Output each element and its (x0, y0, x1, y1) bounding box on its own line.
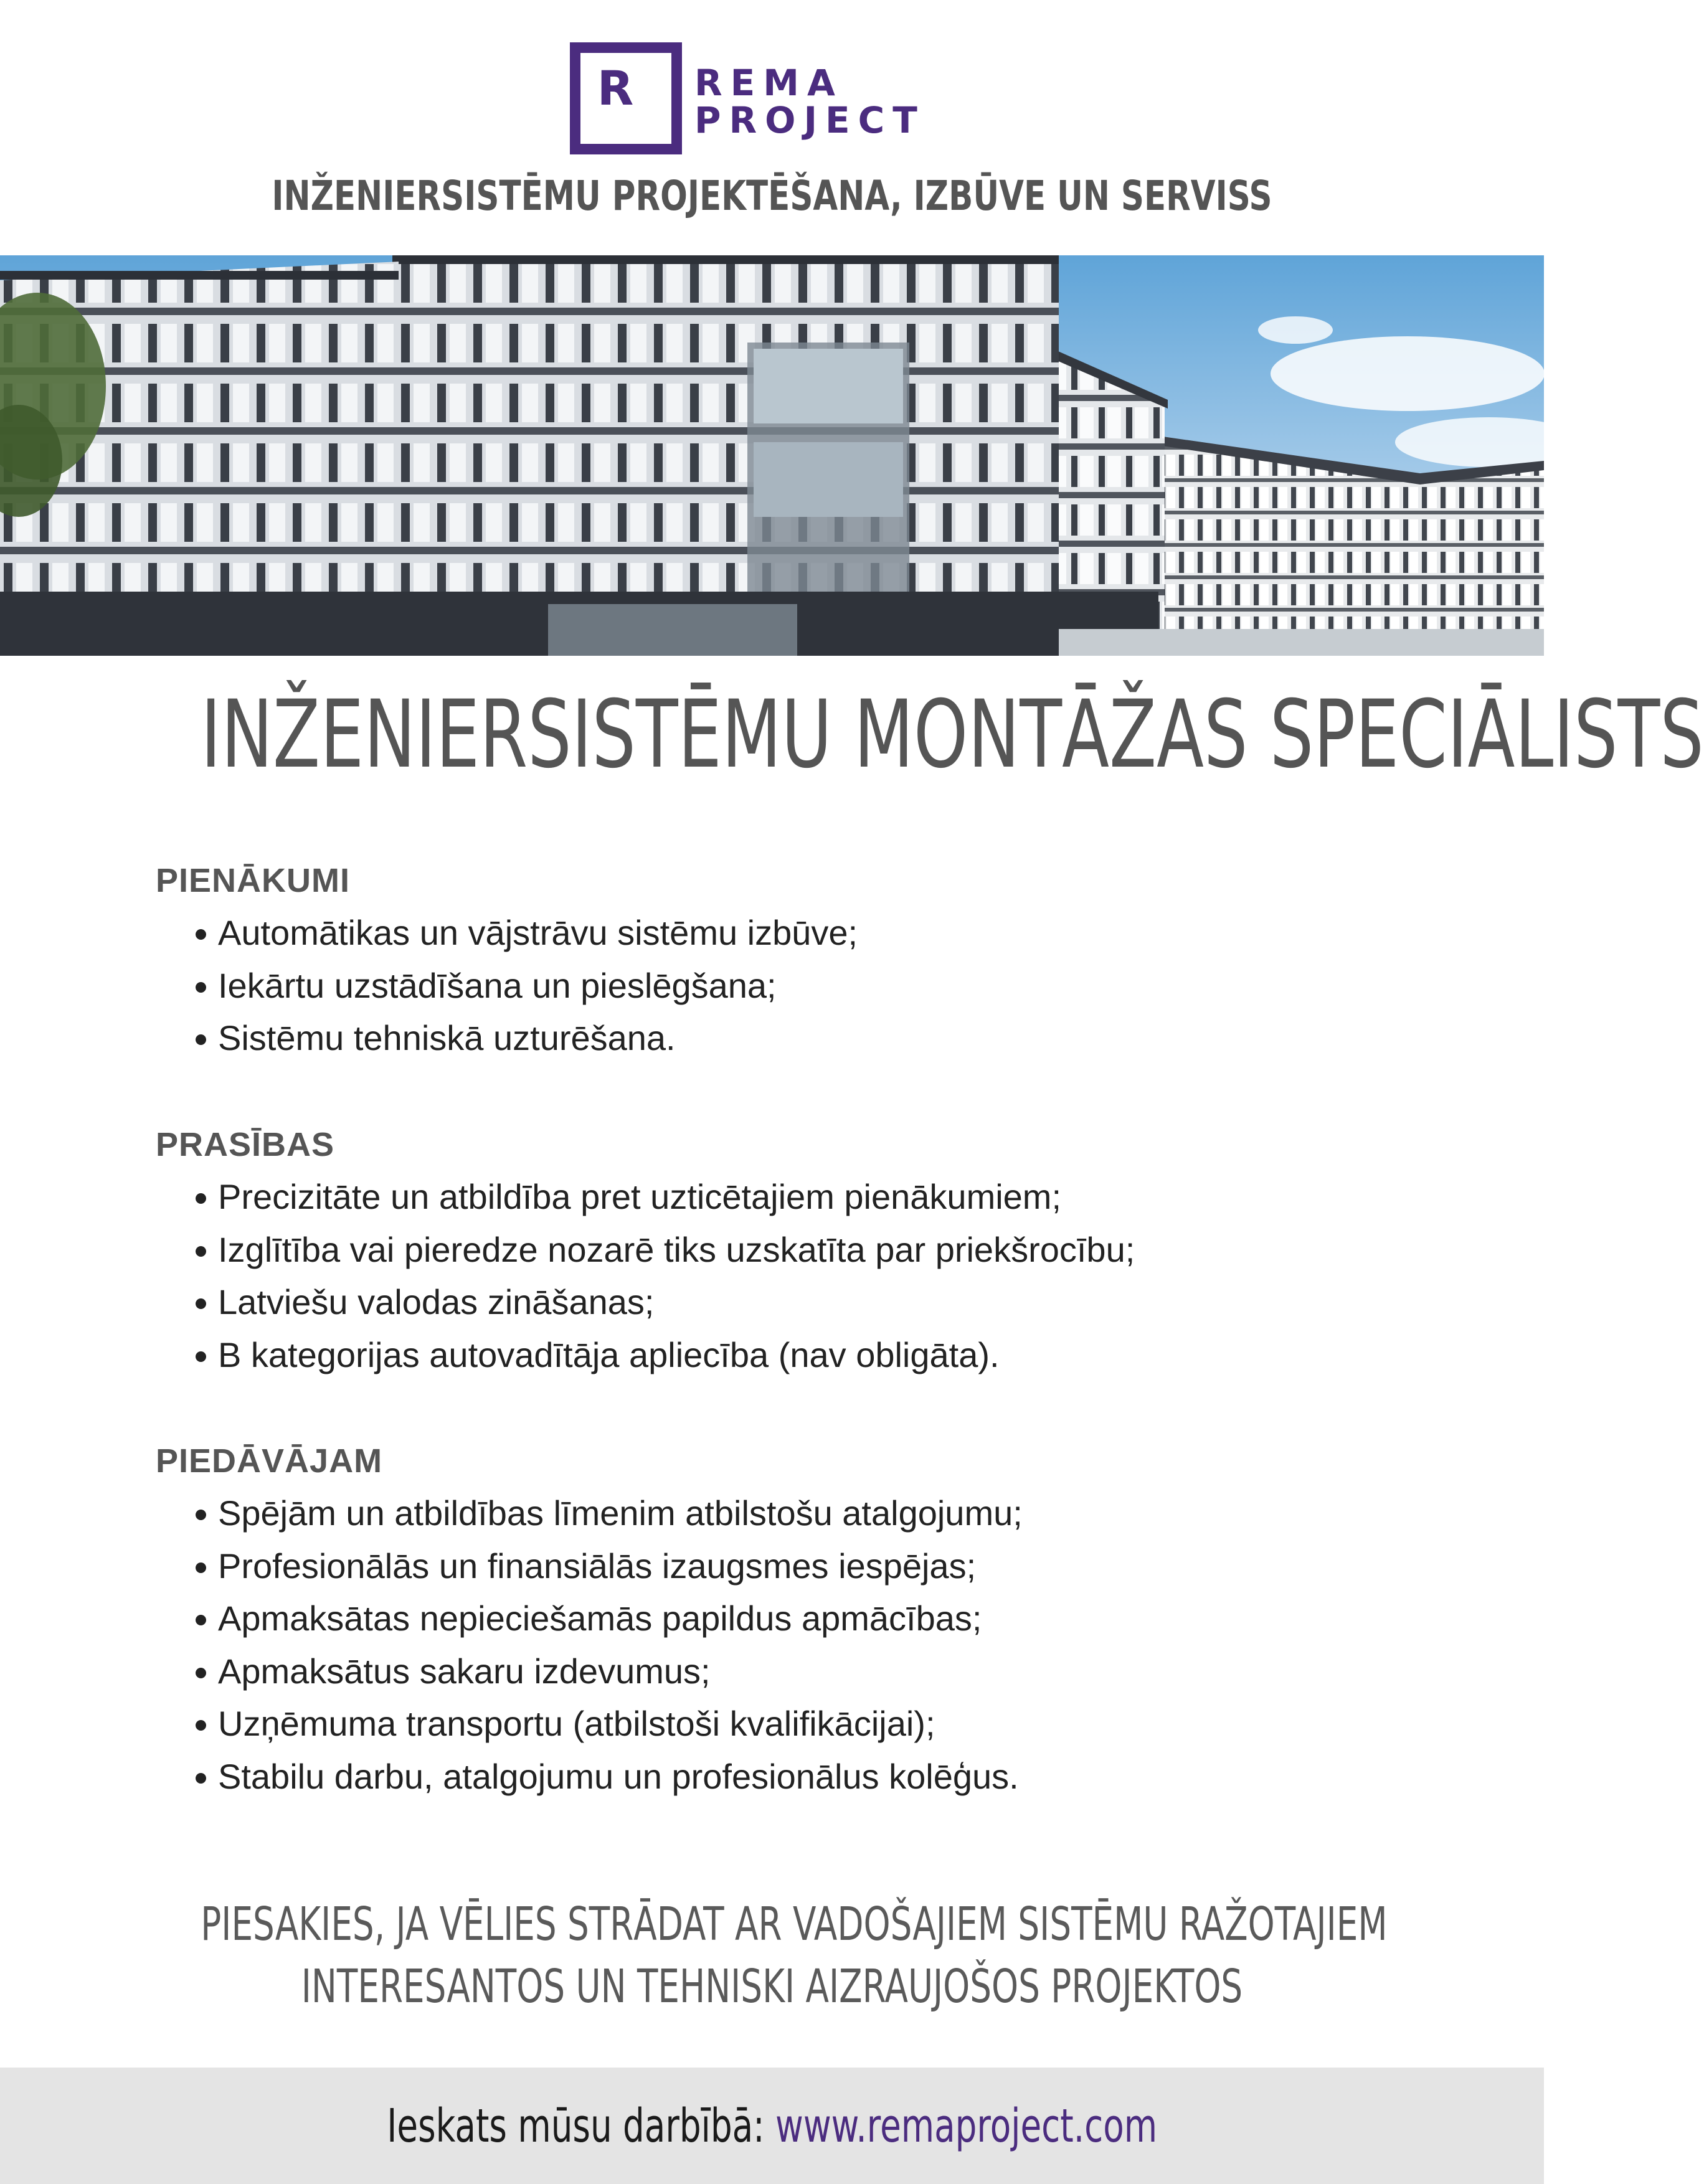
company-logo (570, 42, 925, 154)
list-item: B kategorijas autovadītāja apliecība (nav obligāta). (192, 1329, 1401, 1382)
logo-word-project: PROJECT (694, 99, 925, 141)
list-item: Latviešu valodas zināšanas; (192, 1276, 1401, 1329)
website-link[interactable]: www.remaproject.com (775, 2099, 1157, 2153)
offer-section (156, 1435, 1401, 1803)
list-item: Automātikas un vājstrāvu sistēmu izbūve; (192, 907, 1401, 960)
offer-list (156, 1487, 1401, 1803)
list-item: Precizitāte un atbildība pret uzticētajiem pienākumiem; (192, 1171, 1401, 1224)
cta-line-2: INTERESANTOS UN TEHNISKI AIZRAUJOŠOS PROJEKTOS (301, 1960, 1243, 2013)
footer-content (387, 2099, 1157, 2153)
hero-building-image (0, 255, 1544, 656)
list-item: Stabilu darbu, atalgojumu un profesionālus kolēģus. (192, 1751, 1401, 1803)
company-tagline: INŽENIERSISTĒMU PROJEKTĒŠANA, IZBŪVE UN SERVISS (272, 172, 1272, 220)
duties-list (156, 907, 1401, 1065)
offer-heading: PIEDĀVĀJAM (156, 1442, 383, 1480)
duties-section (156, 854, 1401, 1065)
logo-word-rema: REMA (694, 62, 843, 104)
footer-bar (0, 2068, 1544, 2184)
cta-line-1: PIESAKIES, JA VĒLIES STRĀDAT AR VADOŠAJIEM SISTĒMU RAŽOTAJIEM (201, 1898, 1388, 1951)
list-item: Sistēmu tehniskā uzturēšana. (192, 1012, 1401, 1065)
list-item: Uzņēmuma transportu (atbilstoši kvalifikācijai); (192, 1698, 1401, 1751)
list-item: Iekārtu uzstādīšana un pieslēgšana; (192, 960, 1401, 1013)
list-item: Apmaksātas nepieciešamās papildus apmācības; (192, 1592, 1401, 1645)
list-item: Izglītība vai pieredze nozarē tiks uzskatīta par priekšrocību; (192, 1224, 1401, 1277)
logo-letter: R (597, 60, 634, 116)
requirements-section (156, 1118, 1401, 1381)
requirements-heading: PRASĪBAS (156, 1126, 335, 1163)
job-title: INŽENIERSISTĒMU MONTĀŽAS SPECIĀLISTS (201, 681, 1704, 789)
list-item: Apmaksātus sakaru izdevumus; (192, 1645, 1401, 1698)
footer-label: Ieskats mūsu darbībā: (387, 2099, 775, 2153)
list-item: Profesionālās un finansiālās izaugsmes iespējas; (192, 1540, 1401, 1593)
list-item: Spējām un atbildības līmenim atbilstošu atalgojumu; (192, 1487, 1401, 1540)
requirements-list (156, 1171, 1401, 1381)
call-to-action (0, 1893, 1544, 2018)
duties-heading: PIENĀKUMI (156, 862, 351, 899)
